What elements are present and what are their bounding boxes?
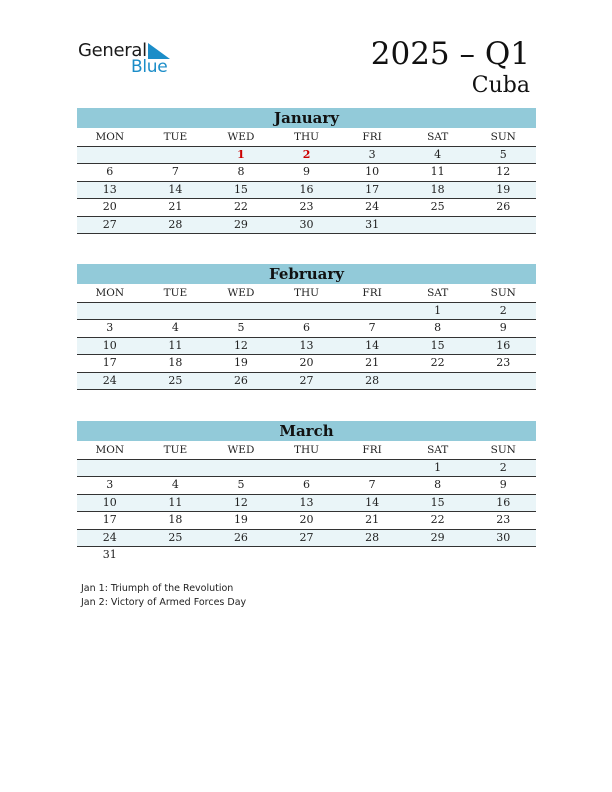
day-cell: 25 [430, 200, 445, 214]
day-cell: 19 [496, 182, 511, 196]
week-row [77, 355, 536, 372]
month-title: January [77, 108, 536, 128]
holiday-day-cell: 1 [237, 148, 245, 161]
day-cell: 14 [365, 338, 380, 352]
day-cell: 24 [102, 373, 117, 387]
week-row [77, 477, 536, 494]
day-cell [143, 460, 209, 476]
day-cell [143, 147, 209, 163]
day-cell: 6 [303, 321, 311, 335]
week-row [77, 303, 536, 320]
day-cell [470, 217, 536, 233]
day-cell: 29 [233, 217, 248, 231]
day-cell: 15 [430, 495, 445, 509]
day-cell: 7 [368, 321, 376, 335]
day-cell: 22 [430, 356, 445, 370]
weekday-label: SAT [427, 131, 449, 143]
page-title: 2025 – Q1 [370, 36, 530, 72]
day-cell: 30 [496, 530, 511, 544]
day-cell: 28 [365, 530, 380, 544]
day-cell [208, 460, 274, 476]
day-cell [470, 373, 536, 389]
month-calendar-january [77, 108, 536, 234]
holiday-notes [81, 582, 246, 610]
week-row [77, 164, 536, 181]
weekday-label: THU [294, 444, 320, 456]
day-cell: 7 [171, 165, 179, 179]
day-cell: 24 [365, 200, 380, 214]
day-cell: 20 [299, 356, 314, 370]
day-cell: 11 [430, 165, 445, 179]
day-cell [470, 547, 536, 563]
weekday-label: MON [95, 287, 125, 299]
day-cell [143, 303, 209, 319]
day-cell: 1 [434, 304, 442, 317]
weekday-label: MON [95, 444, 125, 456]
day-cell: 23 [496, 513, 511, 527]
day-cell [208, 547, 274, 563]
week-row [77, 182, 536, 199]
day-cell: 15 [430, 338, 445, 352]
day-cell: 19 [233, 356, 248, 370]
day-cell: 16 [299, 182, 314, 196]
day-cell: 28 [365, 373, 380, 387]
day-cell: 12 [233, 338, 248, 352]
day-cell: 8 [434, 321, 442, 335]
country-name: Cuba [471, 73, 530, 98]
day-cell [274, 460, 340, 476]
day-cell: 13 [299, 495, 314, 509]
day-cell: 31 [102, 547, 117, 561]
day-cell [143, 547, 209, 563]
day-cell: 8 [237, 165, 245, 179]
day-cell: 13 [299, 338, 314, 352]
weekday-label: WED [227, 287, 255, 299]
day-cell [77, 303, 143, 319]
day-cell: 13 [102, 182, 117, 196]
day-cell: 23 [299, 200, 314, 214]
week-row [77, 495, 536, 512]
generalblue-logo [78, 40, 178, 80]
day-cell: 10 [102, 495, 117, 509]
holiday-note: Jan 1: Triumph of the Revolution [81, 583, 234, 594]
weekday-label: TUE [163, 444, 188, 456]
month-title: March [77, 421, 536, 441]
day-cell: 15 [233, 182, 248, 196]
day-cell: 6 [106, 165, 114, 179]
day-cell: 21 [168, 200, 183, 214]
day-cell: 19 [233, 513, 248, 527]
day-cell: 31 [365, 217, 380, 231]
day-cell: 3 [368, 148, 376, 161]
week-row [77, 373, 536, 390]
day-cell: 7 [368, 478, 376, 492]
holiday-day-cell: 2 [302, 148, 311, 161]
day-cell: 26 [233, 530, 248, 544]
day-cell [208, 303, 274, 319]
weekday-label: SUN [490, 287, 516, 299]
day-cell [339, 460, 405, 476]
day-cell: 3 [106, 478, 114, 492]
weekday-label: THU [294, 131, 320, 143]
day-cell: 17 [365, 182, 380, 196]
day-cell: 22 [430, 513, 445, 527]
day-cell [274, 303, 340, 319]
weekday-label: SAT [427, 444, 449, 456]
day-cell: 20 [299, 513, 314, 527]
logo-text-blue: Blue [131, 57, 168, 77]
day-cell [405, 373, 471, 389]
day-cell: 21 [365, 356, 380, 370]
day-cell: 27 [102, 217, 117, 231]
week-row [77, 199, 536, 216]
month-title: February [77, 264, 536, 284]
day-cell: 14 [365, 495, 380, 509]
day-cell: 11 [168, 495, 183, 509]
day-cell: 10 [365, 165, 380, 179]
day-cell: 18 [168, 356, 183, 370]
day-cell: 14 [168, 182, 183, 196]
day-cell: 9 [303, 165, 311, 179]
day-cell: 30 [299, 217, 314, 231]
day-cell [405, 547, 471, 563]
weekday-label: WED [227, 131, 255, 143]
day-cell: 2 [499, 304, 507, 317]
day-cell: 12 [496, 165, 511, 179]
week-row [77, 217, 536, 234]
week-row [77, 530, 536, 547]
day-cell: 12 [233, 495, 248, 509]
day-cell: 18 [168, 513, 183, 527]
week-row [77, 320, 536, 337]
day-cell: 27 [299, 530, 314, 544]
day-cell: 5 [499, 148, 507, 161]
day-cell: 17 [102, 513, 117, 527]
weekday-header-row [77, 128, 536, 147]
day-cell: 28 [168, 217, 183, 231]
day-cell: 3 [106, 321, 114, 335]
day-cell [339, 547, 405, 563]
day-cell: 17 [102, 356, 117, 370]
day-cell: 4 [171, 478, 179, 492]
weekday-header-row [77, 284, 536, 303]
weekday-label: SUN [490, 444, 516, 456]
weekday-label: SAT [427, 287, 449, 299]
day-cell: 24 [102, 530, 117, 544]
day-cell [339, 303, 405, 319]
day-cell: 9 [499, 478, 507, 492]
month-calendar-february [77, 264, 536, 390]
day-cell: 4 [434, 148, 442, 161]
weekday-label: SUN [490, 131, 516, 143]
day-cell: 26 [233, 373, 248, 387]
day-cell [77, 460, 143, 476]
month-calendar-march [77, 421, 536, 563]
weekday-label: FRI [362, 444, 382, 456]
day-cell: 6 [303, 478, 311, 492]
day-cell: 4 [171, 321, 179, 335]
day-cell: 9 [499, 321, 507, 335]
weekday-label: WED [227, 444, 255, 456]
weekday-label: THU [294, 287, 320, 299]
day-cell: 8 [434, 478, 442, 492]
weekday-label: TUE [163, 131, 188, 143]
day-cell: 20 [102, 200, 117, 214]
week-row [77, 512, 536, 529]
logo-text-general: General [78, 40, 147, 61]
day-cell: 23 [496, 356, 511, 370]
day-cell [274, 547, 340, 563]
day-cell: 26 [496, 200, 511, 214]
week-row [77, 338, 536, 355]
day-cell: 10 [102, 338, 117, 352]
weekday-label: FRI [362, 287, 382, 299]
weekday-label: TUE [163, 287, 188, 299]
day-cell: 11 [168, 338, 183, 352]
day-cell: 1 [434, 461, 442, 474]
week-row [77, 147, 536, 164]
day-cell: 18 [430, 182, 445, 196]
day-cell: 25 [168, 373, 183, 387]
day-cell: 21 [365, 513, 380, 527]
week-row [77, 547, 536, 563]
day-cell: 5 [237, 478, 245, 492]
day-cell: 16 [496, 338, 511, 352]
weekday-label: MON [95, 131, 125, 143]
weekday-label: FRI [362, 131, 382, 143]
day-cell [77, 147, 143, 163]
day-cell [405, 217, 471, 233]
day-cell: 25 [168, 530, 183, 544]
day-cell: 22 [233, 200, 248, 214]
day-cell: 16 [496, 495, 511, 509]
week-row [77, 460, 536, 477]
day-cell: 2 [499, 461, 507, 474]
day-cell: 5 [237, 321, 245, 335]
day-cell: 27 [299, 373, 314, 387]
weekday-header-row [77, 441, 536, 460]
holiday-note: Jan 2: Victory of Armed Forces Day [81, 597, 247, 608]
day-cell: 29 [430, 530, 445, 544]
